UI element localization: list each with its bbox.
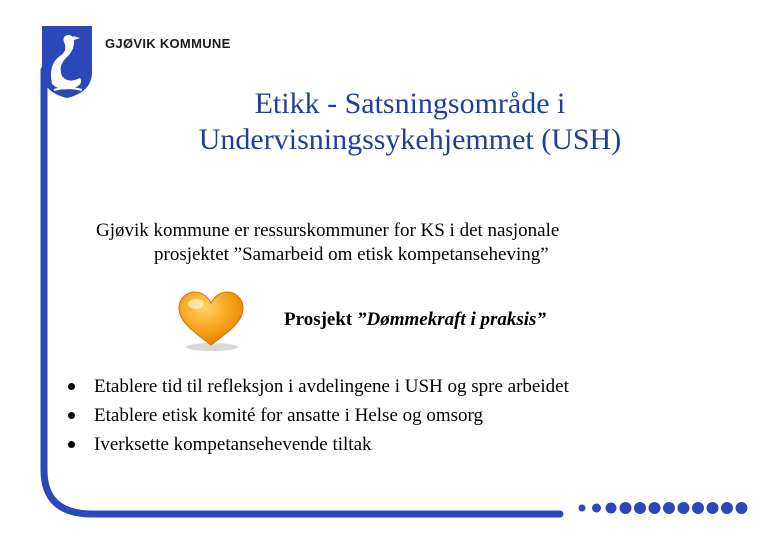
municipality-name: GJØVIK KOMMUNE (105, 36, 231, 51)
intro-line-2: prosjektet ”Samarbeid om etisk kompetanseheving” (154, 244, 549, 265)
heart-icon (176, 290, 246, 359)
footer-dot (678, 502, 690, 514)
footer-dot (634, 502, 646, 514)
swan-shield-icon (40, 24, 94, 100)
title-line-2: Undervisningssykehjemmet (USH) (198, 123, 622, 156)
footer-dot-row (579, 502, 748, 514)
footer-dot (707, 502, 719, 514)
bullet-item: Etablere etisk komité for ansatte i Helse og omsorg (64, 401, 569, 430)
footer-dot (721, 502, 733, 514)
title-line-1: Etikk - Satsningsområde i (254, 87, 566, 120)
project-heading (284, 309, 546, 331)
footer-dot (649, 502, 661, 514)
footer-dot (592, 504, 601, 513)
project-name: ”Dømmekraft i praksis” (357, 309, 546, 330)
footer-dot (663, 502, 675, 514)
slide-title (130, 86, 690, 158)
bullet-item: Etablere tid til refleksjon i avdelingene i USH og spre arbeidet (64, 372, 569, 401)
bullet-item: Iverksette kompetansehevende tiltak (64, 430, 569, 459)
project-prefix: Prosjekt (284, 309, 357, 330)
footer-dot (606, 503, 617, 514)
bullet-list (64, 372, 569, 459)
intro-line-1: Gjøvik kommune er ressurskommuner for KS i det nasjonale (96, 220, 560, 241)
municipality-logo (40, 24, 94, 105)
footer-dot (620, 502, 632, 514)
footer-dot (736, 502, 748, 514)
intro-paragraph (96, 219, 716, 267)
footer-dot (579, 505, 586, 512)
footer-dot (692, 502, 704, 514)
